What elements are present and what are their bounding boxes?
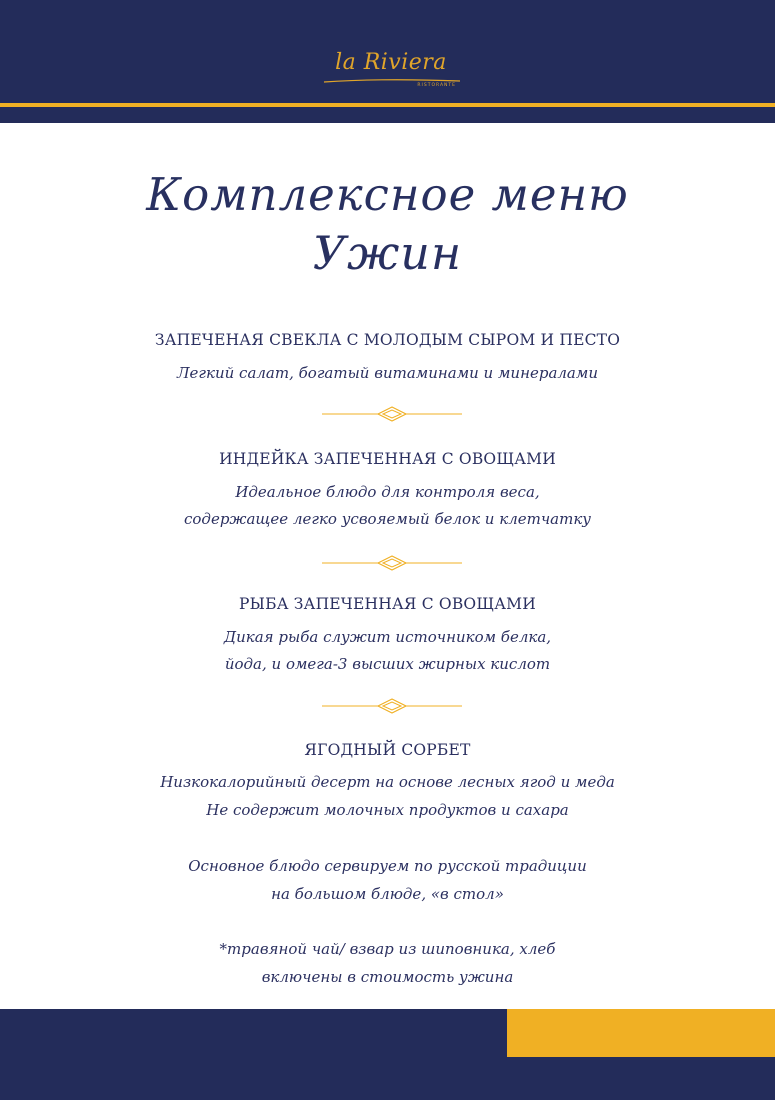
dish-3-description-line-1: Дикая рыба служит источником белка, <box>223 628 552 646</box>
included-note-line-2: включены в стоимость ужина <box>261 968 514 986</box>
logo-wordmark: la Riviera <box>335 50 447 75</box>
dish-4-name: ЯГОДНЫЙ СОРБЕТ <box>304 741 471 759</box>
dish-1-description: Легкий салат, богатый витаминами и минералами <box>177 364 598 382</box>
dish-4-description-line-2: Не содержит молочных продуктов и сахара <box>206 801 569 819</box>
dish-3-name: РЫБА ЗАПЕЧЕННАЯ С ОВОЩАМИ <box>239 595 536 613</box>
dish-2-name: ИНДЕЙКА ЗАПЕЧЕННАЯ С ОВОЩАМИ <box>219 450 556 468</box>
included-note-line-1: *травяной чай/ взвар из шиповника, хлеб <box>219 940 556 958</box>
serving-note-line-2: на большом блюде, «в стол» <box>271 885 504 903</box>
dish-1-name: ЗАПЕЧЕНАЯ СВЕКЛА С МОЛОДЫМ СЫРОМ И ПЕСТО <box>154 331 621 349</box>
footer-gold-block <box>507 1009 775 1057</box>
header-gold-stripe <box>0 103 775 107</box>
dish-2-description-line-1: Идеальное блюдо для контроля веса, <box>235 483 540 501</box>
ornament-divider-icon <box>322 406 462 422</box>
menu-subtitle: Ужин <box>312 226 463 280</box>
menu-title: Комплексное меню <box>146 168 629 221</box>
logo-subtitle: RISTORANTE <box>417 83 456 88</box>
dish-4-description-line-1: Низкокалорийный десерт на основе лесных ягод и меда <box>160 773 615 791</box>
ornament-divider-icon <box>322 555 462 571</box>
dish-2-description-line-2: содержащее легко усвояемый белок и клетчатку <box>184 510 591 528</box>
ornament-divider-icon <box>322 698 462 714</box>
restaurant-logo <box>318 50 464 95</box>
dish-3-description-line-2: йода, и омега-3 высших жирных кислот <box>224 655 551 673</box>
serving-note-line-1: Основное блюдо сервируем по русской традиции <box>188 857 587 875</box>
